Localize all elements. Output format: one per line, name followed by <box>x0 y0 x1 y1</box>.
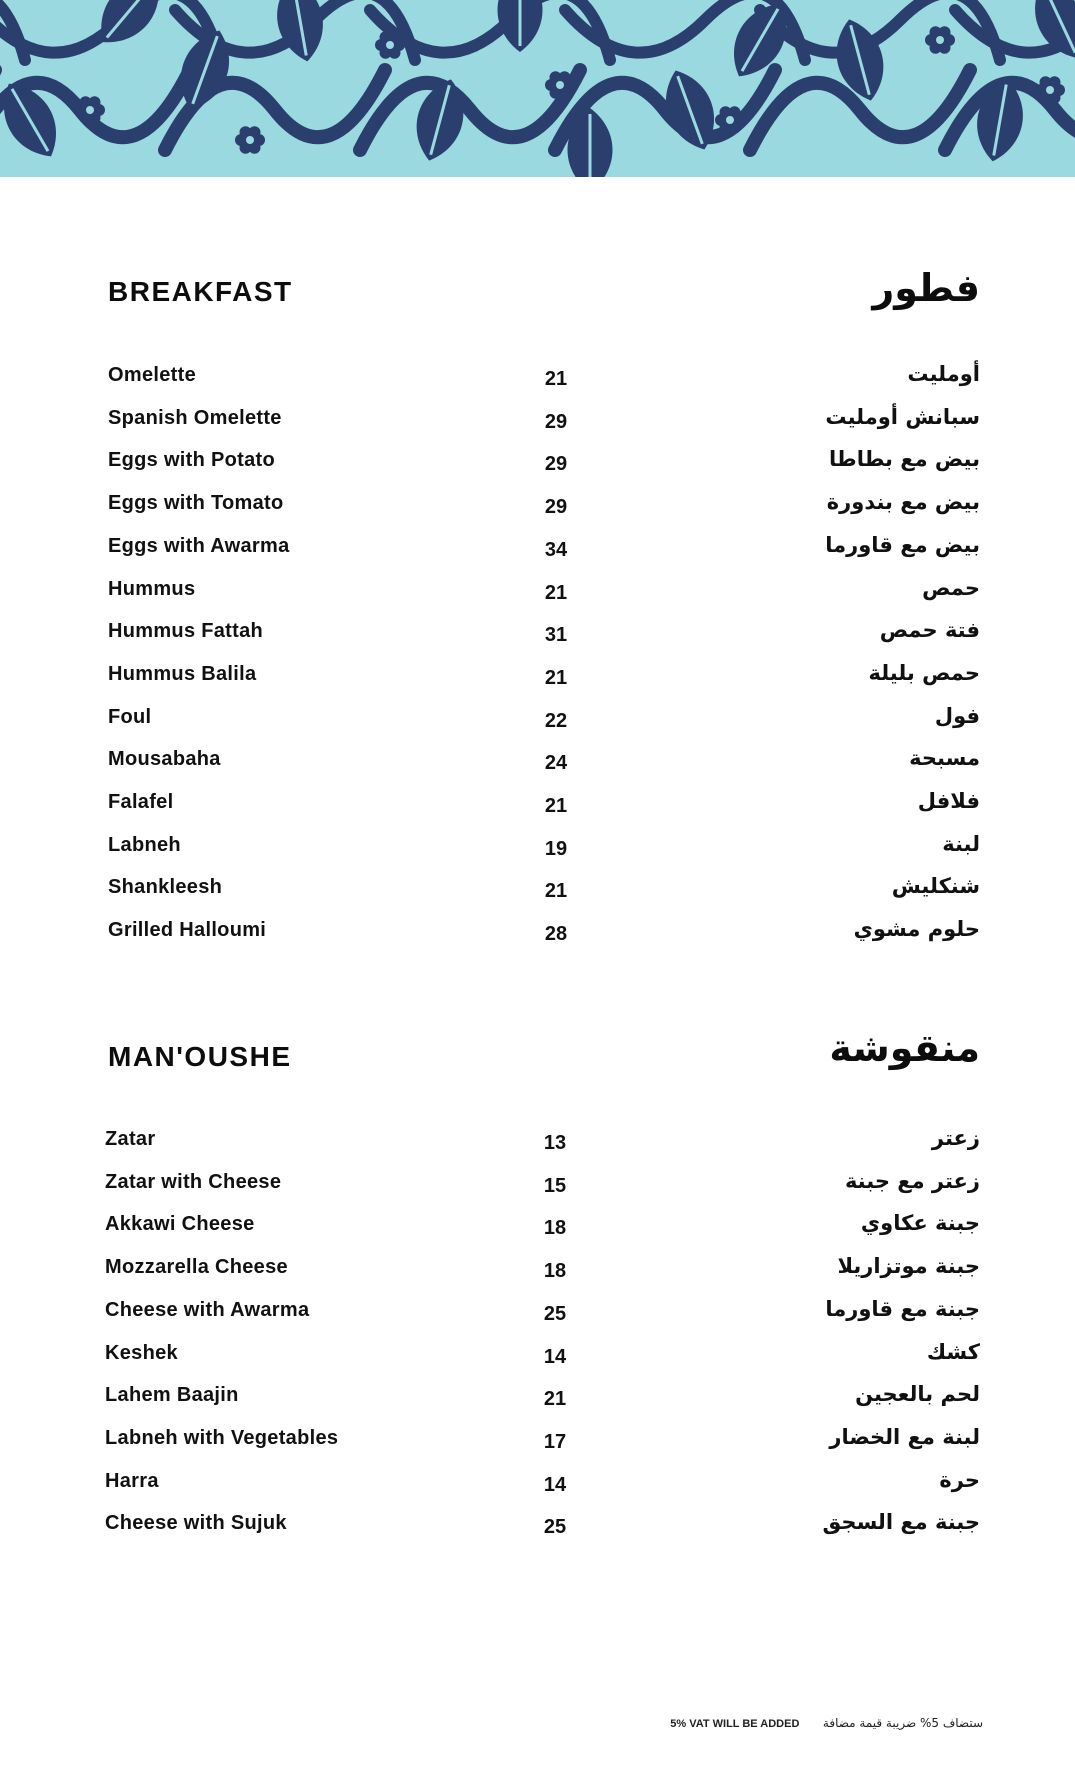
menu-item-row <box>0 660 1075 705</box>
manoushe-title-ar: منقوشة <box>829 1026 980 1070</box>
item-price: 25 <box>543 1516 567 1539</box>
item-name-ar: فلافل <box>917 789 980 813</box>
item-name-ar: فتة حمص <box>879 618 980 643</box>
item-name-en: Akkawi Cheese <box>105 1213 255 1236</box>
menu-item-row <box>0 1384 1075 1426</box>
menu-item-row <box>0 919 1075 961</box>
item-name-en: Zatar with Cheese <box>105 1170 282 1193</box>
menu-item-row <box>0 1339 1075 1384</box>
menu-item-row <box>0 876 1075 918</box>
manoushe-title-en: MAN'OUSHE <box>108 1041 292 1072</box>
item-name-en: Omelette <box>108 364 196 386</box>
menu-item-row <box>0 404 1075 449</box>
vat-notice-en: 5% VAT WILL BE ADDED <box>670 1718 800 1730</box>
item-name-en: Mozzarella Cheese <box>105 1256 288 1279</box>
menu-item-row <box>0 1467 1075 1512</box>
item-price: 17 <box>543 1430 567 1453</box>
item-name-ar: جبنة مع قاورما <box>825 1296 980 1321</box>
item-name-en: Hummus Balila <box>108 662 257 685</box>
item-price: 19 <box>544 837 568 860</box>
item-name-ar: بيض مع بطاطا <box>829 447 980 472</box>
menu-item-row <box>0 575 1075 620</box>
decorative-banner <box>0 0 1075 177</box>
item-name-en: Keshek <box>105 1341 178 1364</box>
item-name-en: Grilled Halloumi <box>108 919 267 942</box>
item-name-ar: زعتر مع جبنة <box>844 1168 980 1193</box>
item-price: 21 <box>544 666 568 689</box>
menu-item-row <box>0 791 1075 833</box>
item-price: 34 <box>544 538 568 561</box>
item-name-ar: كشك <box>926 1339 980 1364</box>
menu-item-row <box>0 449 1075 491</box>
item-name-ar: جبنة مع السجق <box>822 1510 980 1535</box>
menu-item-row <box>0 492 1075 534</box>
item-price: 29 <box>544 453 568 476</box>
menu-item-row <box>0 1128 1075 1170</box>
item-name-en: Eggs with Potato <box>108 449 276 472</box>
item-name-ar: زعتر <box>931 1126 980 1150</box>
item-name-en: Labneh <box>108 833 181 856</box>
item-name-ar: بيض مع بندورة <box>826 490 980 515</box>
item-name-en: Lahem Baajin <box>105 1384 239 1407</box>
item-price: 15 <box>543 1174 567 1197</box>
item-name-en: Shankleesh <box>108 876 223 899</box>
item-name-en: Labneh with Vegetables <box>105 1426 339 1449</box>
floral-pattern-graphic <box>0 0 1075 177</box>
item-name-ar: مسبحة <box>909 746 980 771</box>
item-name-en: Eggs with Tomato <box>108 492 284 515</box>
item-price: 25 <box>543 1302 567 1325</box>
item-name-en: Spanish Omelette <box>108 406 282 429</box>
item-name-ar: حمص <box>922 575 980 600</box>
menu-item-row <box>0 532 1075 577</box>
menu-item-row <box>0 1512 1075 1554</box>
item-price: 18 <box>543 1217 567 1240</box>
item-price: 28 <box>544 923 568 946</box>
item-price: 29 <box>544 496 568 519</box>
item-name-ar: لبنة مع الخضار <box>829 1424 980 1449</box>
item-name-ar: جبنة موتزاريلا <box>837 1254 980 1279</box>
item-name-ar: شنكليش <box>891 874 980 899</box>
item-price: 21 <box>543 1388 567 1411</box>
item-price: 22 <box>544 709 568 732</box>
menu-item-row <box>0 1168 1075 1213</box>
item-name-en: Harra <box>105 1469 159 1492</box>
menu-item-row <box>0 703 1075 748</box>
item-name-ar: بيض مع قاورما <box>825 532 980 557</box>
item-price: 24 <box>544 752 568 775</box>
item-name-ar: جبنة عكاوي <box>860 1211 980 1236</box>
item-price: 21 <box>544 880 568 903</box>
item-name-en: Hummus <box>108 577 196 600</box>
item-price: 14 <box>543 1473 567 1496</box>
item-price: 29 <box>544 410 568 433</box>
breakfast-title-en: BREAKFAST <box>108 276 293 307</box>
item-name-en: Hummus Fattah <box>108 620 264 643</box>
item-name-ar: حلوم مشوي <box>853 917 980 942</box>
item-price: 21 <box>544 581 568 604</box>
menu-item-row <box>0 1424 1075 1469</box>
item-name-ar: فول <box>934 703 980 728</box>
item-price: 31 <box>544 624 568 647</box>
menu-item-row <box>0 1213 1075 1255</box>
menu-item-row <box>0 364 1075 406</box>
menu-item-row <box>0 748 1075 790</box>
menu-item-row <box>0 1296 1075 1341</box>
item-name-en: Foul <box>108 705 152 728</box>
item-name-ar: لبنة <box>942 831 980 856</box>
item-name-ar: حرة <box>939 1467 980 1492</box>
item-price: 18 <box>543 1260 567 1283</box>
breakfast-title-ar: فطور <box>872 266 980 310</box>
item-name-ar: لحم بالعجين <box>855 1382 980 1407</box>
item-name-en: Mousabaha <box>108 748 221 771</box>
item-price: 13 <box>543 1132 567 1154</box>
item-price: 14 <box>543 1345 567 1368</box>
menu-item-row <box>0 620 1075 662</box>
vat-notice <box>670 1716 983 1730</box>
vat-notice-ar: ستضاف 5% ضريبة قيمة مضافة <box>822 1716 983 1730</box>
item-name-ar: أومليت <box>907 362 980 386</box>
item-name-en: Zatar <box>105 1128 156 1150</box>
item-name-en: Cheese with Sujuk <box>105 1512 287 1535</box>
item-name-en: Falafel <box>108 791 174 813</box>
item-name-en: Eggs with Awarma <box>108 534 290 557</box>
item-price: 21 <box>544 368 568 390</box>
item-name-en: Cheese with Awarma <box>105 1298 310 1321</box>
item-name-ar: حمص بليلة <box>868 660 980 685</box>
menu-item-row <box>0 1256 1075 1298</box>
item-price: 21 <box>544 795 568 817</box>
menu-item-row <box>0 831 1075 876</box>
item-name-ar: سبانش أومليت <box>825 404 980 429</box>
